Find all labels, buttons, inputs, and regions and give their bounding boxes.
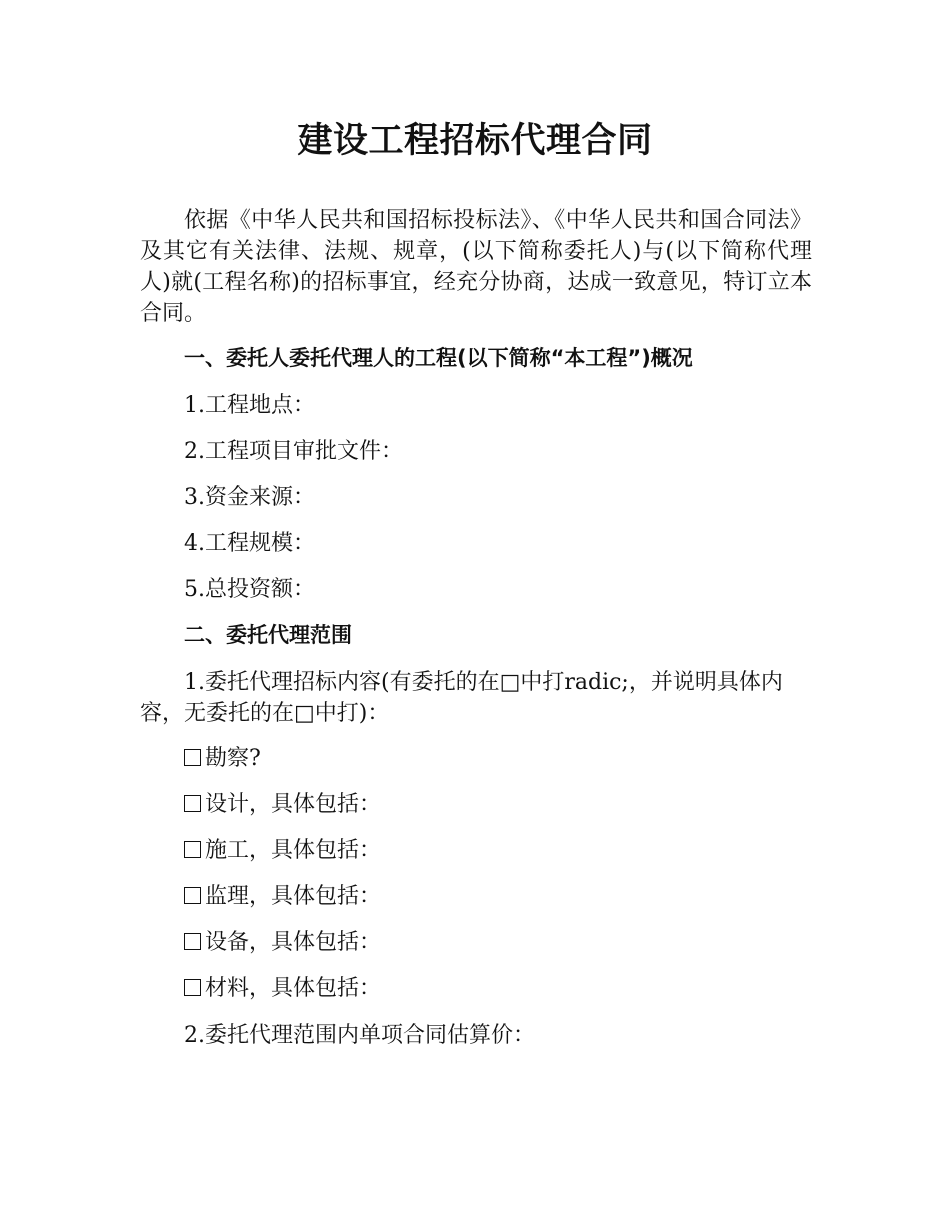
checkbox-icon[interactable] bbox=[184, 933, 201, 950]
checkbox-icon[interactable] bbox=[184, 887, 201, 904]
checkbox-icon[interactable] bbox=[184, 795, 201, 812]
section2-paragraph-1: 1.委托代理招标内容(有委托的在□中打radic;，并说明具体内容，无委托的在□中打)： bbox=[140, 670, 783, 726]
section1-heading: 一、委托人委托代理人的工程(以下简称“本工程”)概况 bbox=[184, 346, 693, 370]
checkbox-item-materials bbox=[184, 973, 814, 1004]
checkbox-icon[interactable] bbox=[184, 749, 201, 766]
checkbox-item-survey bbox=[184, 743, 814, 774]
section1-item-scale: 4.工程规模： bbox=[184, 531, 315, 556]
checkbox-item-supervision bbox=[184, 881, 814, 912]
document-title: 建设工程招标代理合同 bbox=[297, 121, 653, 161]
checkbox-label: 监理，具体包括： bbox=[205, 884, 382, 909]
checkbox-item-design bbox=[184, 789, 814, 820]
checkbox-label: 勘察? bbox=[205, 746, 261, 771]
checkbox-label: 设计，具体包括： bbox=[205, 792, 382, 817]
section1-item-approval: 2.工程项目审批文件： bbox=[184, 439, 403, 464]
section1-item-investment: 5.总投资额： bbox=[184, 577, 315, 602]
section1-item-location: 1.工程地点： bbox=[184, 393, 315, 418]
checkbox-item-construction bbox=[184, 835, 814, 866]
checkbox-label: 施工，具体包括： bbox=[205, 838, 382, 863]
section2-paragraph-2: 2.委托代理范围内单项合同估算价： bbox=[184, 1023, 535, 1048]
section2-heading: 二、委托代理范围 bbox=[184, 623, 352, 647]
checkbox-item-equipment bbox=[184, 927, 814, 958]
checkbox-icon[interactable] bbox=[184, 979, 201, 996]
checkbox-label: 材料，具体包括： bbox=[205, 976, 382, 1001]
checkbox-label: 设备，具体包括： bbox=[205, 930, 382, 955]
section1-item-funding: 3.资金来源： bbox=[184, 485, 315, 510]
intro-paragraph: 依据《中华人民共和国招标投标法》、《中华人民共和国合同法》及其它有关法律、法规、规章，(以下简称委托人)与(以下简称代理人)就(工程名称)的招标事宜，经充分协商，达成一致意见，特订立本合同。 bbox=[140, 208, 812, 326]
checkbox-icon[interactable] bbox=[184, 841, 201, 858]
